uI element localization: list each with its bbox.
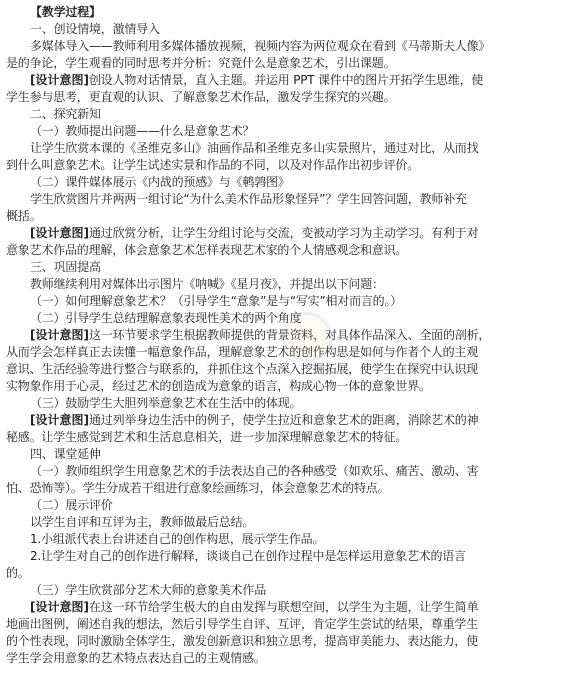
section-heading: 二、探究新知 [30, 107, 101, 121]
paragraph-line: 以学生自评和互评为主，教师做最后总结。 [30, 515, 255, 529]
paragraph-line: 学生学会用意象的艺术特点表达自己的主观情感。 [6, 651, 266, 665]
design-intent-tag: [设计意图] [30, 226, 89, 240]
design-intent-text: 通过列举身边生活中的例子，使学生拉近和意象艺术的距离，消除艺术的神 [88, 413, 479, 427]
paragraph-line: 是的争论，学生观看的同时思考并分析：究竟什么是意象艺术，引出课题。 [6, 56, 396, 70]
design-intent [6, 412, 574, 429]
paragraph-line: 秘感。让学生感觉到艺术和生活息息相关，进一步加深理解意象艺术的特征。 [6, 430, 408, 444]
paragraph-line: 学生参与思考，更直观的认识、了解意象艺术作品，激发学生探究的兴趣。 [6, 90, 396, 104]
paragraph-line: 从而学会怎样真正去读懂一幅意象作品，理解意象艺术的创作构思是如何与作者个人的主观 [6, 345, 479, 359]
paragraph-line: 意象艺术作品的理解，体会意象艺术怎样表现艺术家的个人情感观念和意识。 [6, 243, 408, 257]
list-item: 2.让学生对自己的创作进行解释，谈谈自己在创作过程中是怎样运用意象艺术的语言 [30, 549, 466, 563]
design-intent [6, 72, 574, 89]
design-intent-tag: [设计意图] [30, 328, 89, 342]
subsection-heading: （一）如何理解意象艺术？（引导学生“意象”是与“写实”相对而言的。） [30, 294, 403, 308]
design-intent [6, 599, 574, 616]
design-intent-tag: [设计意图] [30, 413, 89, 427]
section-heading: 四、课堂延伸 [30, 447, 101, 461]
section-heading: 一、创设情境，激情导入 [30, 22, 160, 36]
subsection-heading: （二）引导学生总结理解意象表现性美术的两个角度 [30, 311, 302, 325]
subsection-heading: （三）学生欣赏部分艺术大师的意象美术作品 [30, 583, 267, 597]
design-intent-text: 这一环节要求学生根据教师提供的背景资料，对具体作品深入、全面的剖析， [88, 328, 491, 342]
design-intent [6, 327, 574, 344]
paragraph-line: 到什么叫意象艺术。让学生试述实景和作品的不同，以及对作品作出初步评价。 [6, 158, 420, 172]
paragraph-line: 的。 [6, 566, 30, 580]
design-intent-text: 通过欣赏分析，让学生分组讨论与交流，变被动学习为主动学习。有利于对 [88, 226, 479, 240]
subsection-heading: （一）教师组织学生用意象艺术的手法表达自己的各种感受（如欢乐、痛苦、激动、害 [30, 464, 479, 478]
paragraph-line: 概括。 [6, 209, 42, 223]
paragraph-line: 学生欣赏图片并两两一组讨论“为什么美术作品形象怪异”？学生回答问题，教师补充 [30, 192, 467, 206]
paragraph-line: 意识、生活经验等进行整合与联系的，并抓住这个点深入挖掘拓展，使学生在探究中认识现 [6, 362, 479, 376]
paragraph-line: 让学生欣赏本课的《圣维克多山》油画作品和圣维克多山实景照片，通过对比，从而找 [30, 141, 479, 155]
section-heading: 三、巩固提高 [30, 260, 101, 274]
paragraph-line: 实物象作用于心灵，经过艺术的创造成为意象的语言，构成心物一体的意象世界。 [6, 379, 431, 393]
design-intent-text: 创设人物对话情景，直入主题。并运用 PPT 课件中的图片开拓学生思维，使 [88, 73, 484, 87]
design-intent-text: 在这一环节给学生极大的自由发挥与联想空间，以学生为主题，让学生简单 [88, 600, 479, 614]
design-intent-tag: [设计意图] [30, 600, 89, 614]
design-intent-tag: [设计意图] [30, 73, 89, 87]
subsection-heading: （二）展示评价 [30, 498, 113, 512]
paragraph-line: 教师继续利用对媒体出示图片《呐喊》《星月夜》，并提出以下问题： [30, 277, 384, 291]
list-item: 1.小组派代表上台讲述自己的创作构思，展示学生作品。 [30, 532, 325, 546]
subsection-heading: （二）课件媒体展示《内战的预感》与《鹌鹑图》 [30, 175, 290, 189]
paragraph-line: 的个性表现，同时激励全体学生，激发创新意识和独立思考，提高审美能力、表达能力，使 [6, 634, 479, 648]
subsection-heading: （三）鼓励学生大胆列举意象艺术在生活中的体现。 [30, 396, 302, 410]
paragraph-line: 多媒体导入——教师利用多媒体播放视频，视频内容为两位观众在看到《马蒂斯夫人像》 [30, 39, 491, 53]
subsection-heading: （一）教师提出问题——什么是意象艺术？ [30, 124, 255, 138]
paragraph-line: 怕、恐怖等）。学生分成若干组进行意象绘画练习，体会意象艺术的特点。 [6, 481, 390, 495]
design-intent [6, 225, 574, 242]
paragraph-line: 地画出图例，阐述自我的想法，然后引导学生自评、互评，肯定学生尝试的结果，尊重学生 [6, 617, 479, 631]
document-title: 【教学过程】 [30, 5, 101, 19]
